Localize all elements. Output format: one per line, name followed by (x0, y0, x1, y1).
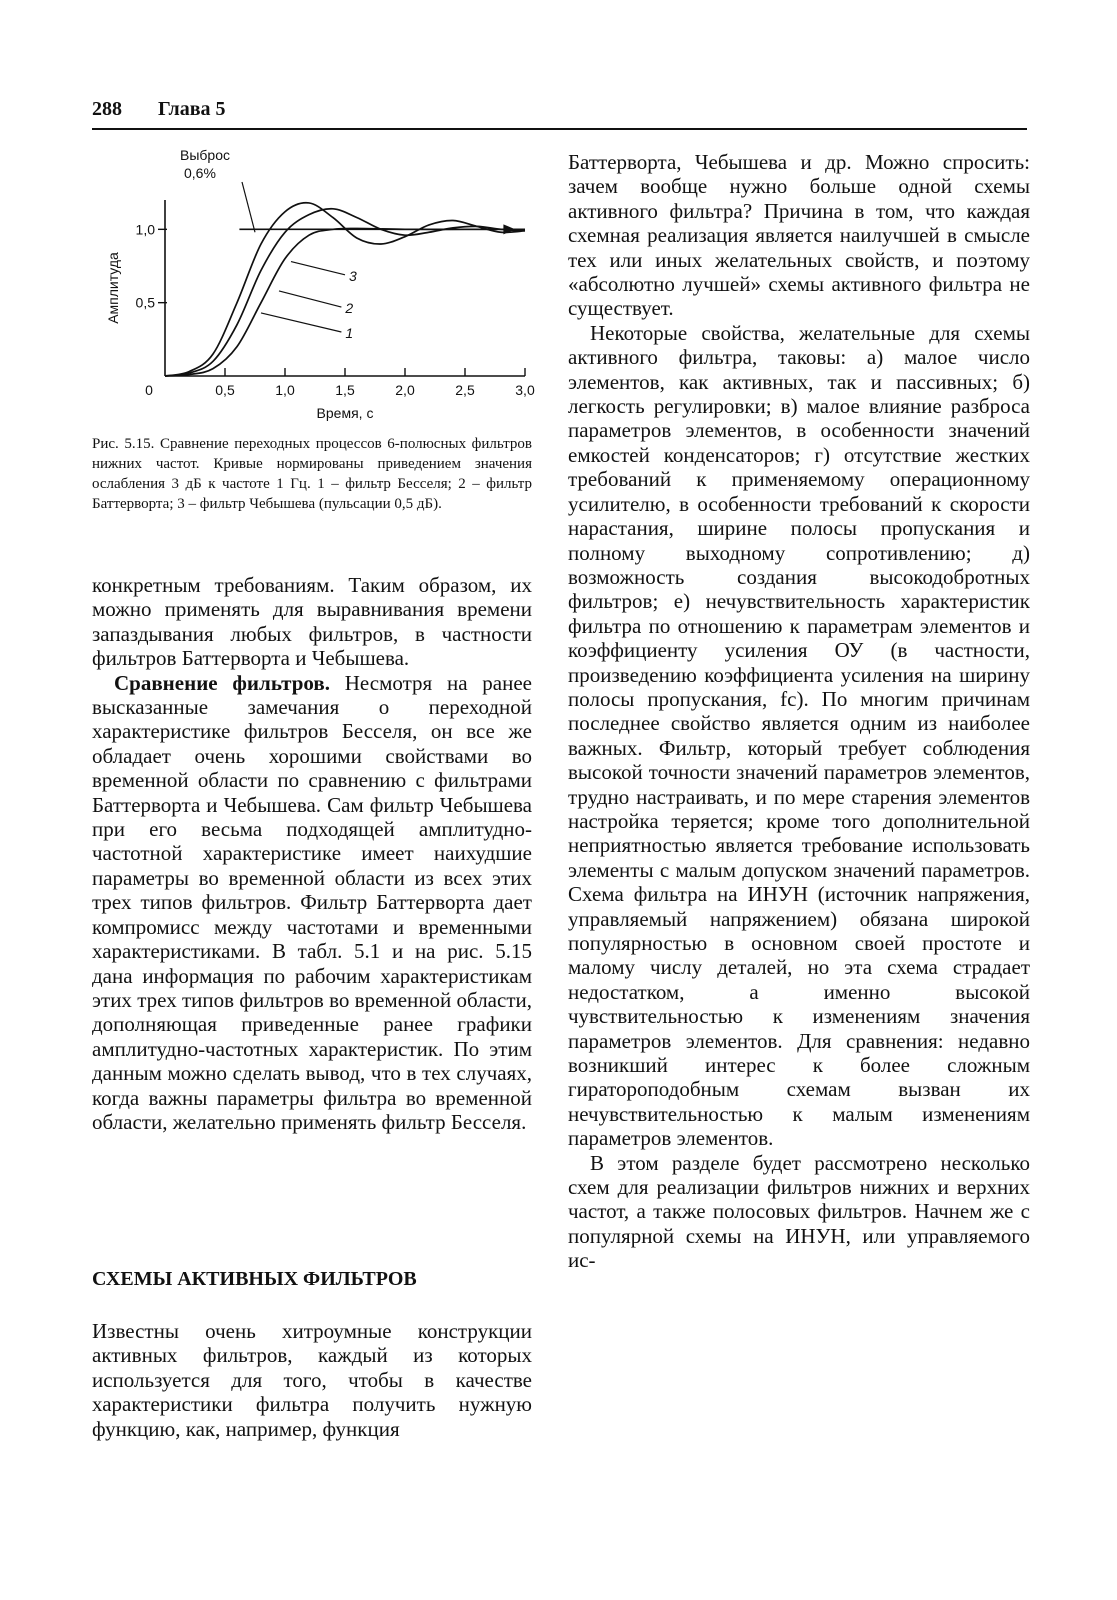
curve-label-leader (279, 291, 341, 307)
paragraph-right-3: В этом разделе будет рассмотрено несколько схем для реализации фильтров нижних и верхних частот, а также полосовых фильтров. Начнем же с популярной схемы на ИНУН, или управляемого ис- (568, 1150, 1030, 1273)
paragraph-left-1: конкретным требованиям. Таким образом, их можно применять для выравнивания времени запаздывания любых фильтров, в частности фильтров Баттерворта и Чебышева. (92, 573, 532, 671)
paragraph-left-2 (92, 671, 532, 1135)
figure-step-response (92, 138, 542, 428)
page-number: 288 (92, 98, 122, 120)
step-response-chart (92, 138, 542, 428)
x-tick-label: 3,0 (515, 382, 535, 398)
paragraph-right-1: Баттерворта, Чебышева и др. Можно спросить: зачем вообще нужно больше одной схемы активного фильтра? Причина в том, что каждая схемная реализация является наилучшей в смысле тех или иных желательных свойств, и поэтому «абсолютно лучшей» схемы активного фильтра не существует. (568, 150, 1030, 321)
paragraph-right-2: Некоторые свойства, желательные для схемы активного фильтра, таковы: а) малое число элементов, как активных, так и пассивных; б) легкость регулировки; в) малое влияние разброса параметров элементов, в особенности значений емкостей конденсаторов; г) отсутствие жестких требований к применяемому операционному усилителю, в особенности требований к скорости нарастания, ширине полосы пропускания и полному выходному сопротивлению; д) возможность создания высокодобротных фильтров; е) нечувствительность характеристик фильтра по отношению к параметрам элементов и коэффициенту усиления ОУ (в частности, произведению коэффициента усиления на ширину полосы пропускания, fс). По многим причинам последнее свойство является одним из наиболее важных. Фильтр, который требует соблюдения высокой точности значений параметров элементов, трудно настраивать, и по мере старения элементов настройка теряется; кроме того дополнительной неприятностью является требование использовать элементы с малым допуском значений параметров. Схема фильтра на ИНУН (источник напряжения, управляемый напряжением) обязана широкой популярностью в основном своей простоте и малому числу деталей, но эта схема страдает недостатком, а именно высокой чувствительностью к изменениям значения параметров элементов. Для сравнения: недавно возникший интерес к более сложным гиратороподобным схемам вызван их нечувствительностью к малым изменениям параметров элементов. (568, 320, 1030, 1151)
y-axis-label: Амплитуда (105, 252, 121, 324)
curve-label-leader (261, 313, 341, 332)
chapter-title: Глава 5 (158, 98, 226, 120)
run-in-heading: Сравнение фильтров. (114, 670, 330, 695)
y-tick-label: 0,5 (135, 294, 155, 311)
page-header (92, 92, 1027, 130)
x-tick-label: 2,5 (455, 382, 475, 398)
x-axis-label: Время, с (316, 405, 374, 421)
paragraph-left-2-text: Несмотря на ранее высказанные замечания о переходной характеристике фильтров Бесселя, он все же обладает очень хорошими свойствами во временной области по сравнению с фильтрами Баттерворта и Чебышева. Сам фильтр Чебышева при его весьма подходящей амплитудно-частотной характеристике имеет наихудшие параметры во временной области из всех этих трех типов фильтров. Фильтр Баттерворта дает компромисс между частотами и временными характеристиками. В табл. 5.1 и на рис. 5.15 дана информация по рабочим характеристикам этих трех типов фильтров во временной области, дополняющая приведенные ранее графики амплитудно-частотных характеристик. По этим данным можно сделать вывод, что в тех случаях, когда важны параметры фильтра во временной области, желательно применять фильтр Бесселя. (92, 670, 532, 1134)
x-tick-label: 1,5 (335, 382, 355, 398)
paragraph-left-3: Известны очень хитроумные конструкции активных фильтров, каждый из которых используется для того, чтобы в качестве характеристики фильтра получить нужную функцию, как, например, функция (92, 1319, 532, 1441)
curve-label: 3 (349, 267, 357, 284)
curve-label: 1 (345, 325, 354, 341)
overshoot-label: Выброс (180, 147, 230, 163)
figure-caption: Рис. 5.15. Сравнение переходных процессов 6-полюсных фильтров нижних частот. Кривые нормированы приведением значения ослабления 3 дБ к частоте 1 Гц. 1 – фильтр Бесселя; 2 – фильтр Баттерворта; 3 – фильтр Чебышева (пульсации 0,5 дБ). (92, 436, 532, 512)
y-tick-label: 1,0 (135, 221, 155, 238)
left-column-bottom (92, 1319, 532, 1441)
curve-label: 2 (345, 300, 354, 317)
x-tick-label: 1,0 (275, 382, 295, 398)
x-tick-label: 0,5 (215, 382, 235, 398)
curve-label-leader (291, 262, 345, 275)
overshoot-leader (242, 182, 255, 232)
series-curve-2 (165, 209, 525, 376)
x-tick-label: 0 (145, 382, 153, 398)
left-column-top (92, 573, 532, 1134)
overshoot-value: 0,6% (184, 165, 216, 181)
right-column (568, 150, 1030, 1273)
x-tick-label: 2,0 (395, 382, 415, 398)
section-heading: СХЕМЫ АКТИВНЫХ ФИЛЬТРОВ (92, 1268, 417, 1290)
